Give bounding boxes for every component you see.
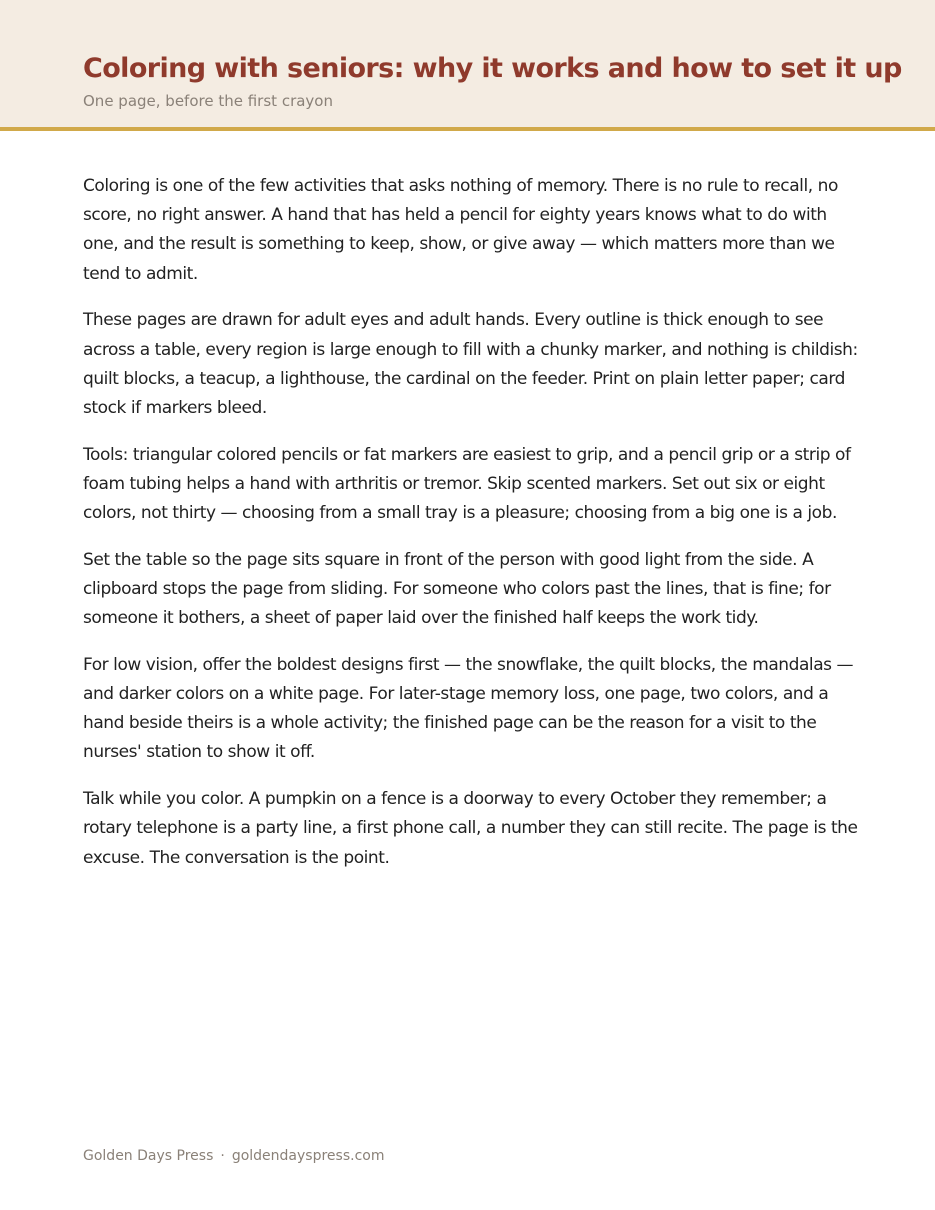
page-header [0, 0, 935, 127]
page-title: Coloring with seniors: why it works and how to set it up [83, 53, 902, 84]
paragraph-2: These pages are drawn for adult eyes and adult hands. Every outline is thick enough to see across a table, every region is large enough to fill with a chunky marker, and nothing is childish: quilt blocks, a teacup, a lighthouse, the cardinal on the feeder. Print on plain letter paper; card stock if markers bleed. [83, 310, 858, 418]
header-divider [0, 127, 935, 131]
paragraph-5: For low vision, offer the boldest designs first — the snowflake, the quilt blocks, the mandalas — and darker colors on a white page. For later-stage memory loss, one page, two colors, and a hand beside theirs is a whole activity; the finished page can be the reason for a visit to the nurses' station to show it off. [83, 654, 854, 763]
article-body [83, 172, 858, 890]
page-footer [83, 1146, 384, 1166]
paragraph-6: Talk while you color. A pumpkin on a fence is a doorway to every October they remember; a rotary telephone is a party line, a first phone call, a number they can still recite. The page is the excuse. The conversation is the point. [83, 789, 858, 868]
paragraph-1: Coloring is one of the few activities that asks nothing of memory. There is no rule to recall, no score, no right answer. A hand that has held a pencil for eighty years knows what to do with one, and the result is something to keep, show, or give away — which matters more than we tend to admit. [83, 176, 838, 284]
footer-publisher: Golden Days Press [83, 1148, 214, 1164]
footer-website: goldendayspress.com [231, 1148, 385, 1164]
paragraph-4: Set the table so the page sits square in front of the person with good light from the side. A clipboard stops the page from sliding. For someone who colors past the lines, that is fine; for someone it bothers, a sheet of paper laid over the finished half keeps the work tidy. [83, 549, 831, 629]
footer-separator: · [220, 1148, 225, 1164]
page-subtitle: One page, before the first crayon [83, 92, 333, 110]
paragraph-3: Tools: triangular colored pencils or fat markers are easiest to grip, and a pencil grip or a strip of foam tubing helps a hand with arthritis or tremor. Skip scented markers. Set out six or eight colors, not thirty — choosing from a small tray is a pleasure; choosing from a big one is a job. [83, 444, 851, 524]
